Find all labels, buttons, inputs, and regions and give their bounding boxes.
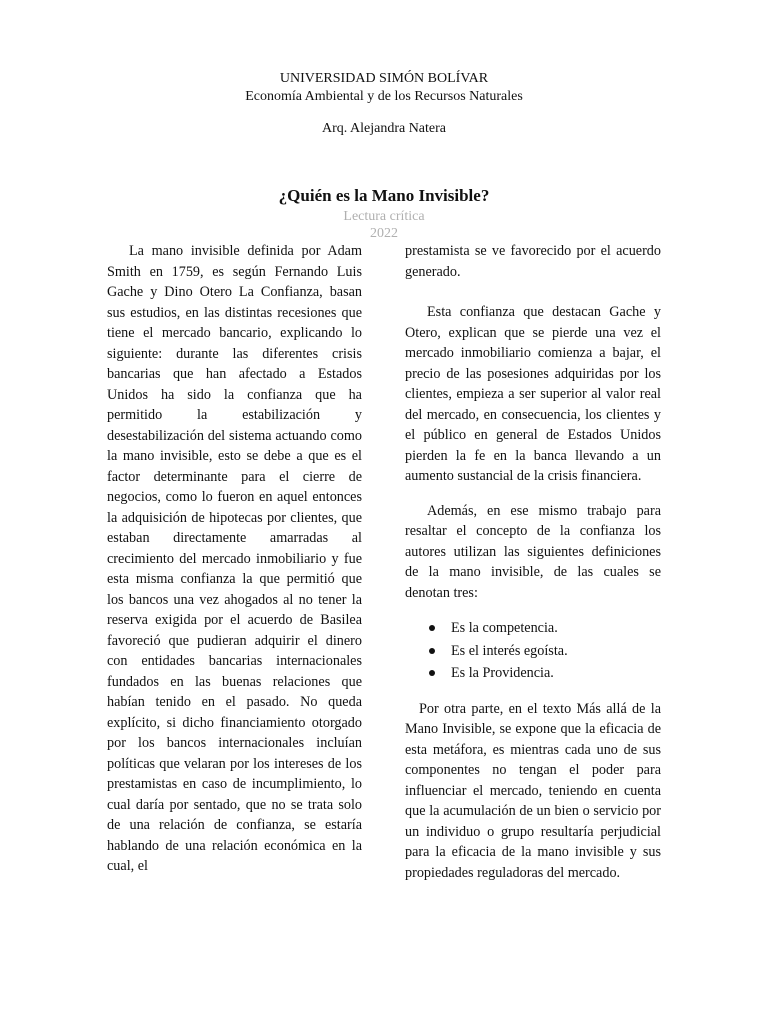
author-name: Arq. Alejandra Natera	[322, 121, 446, 136]
document-year: 2022	[370, 226, 398, 241]
body-paragraph: Esta confianza que destacan Gache y Otero, explican que se pierde una vez el mercado inmobiliario comienza a bajar, el precio de las posesiones adquiridas por los clientes, empieza a ser superior al valor real del mercado, en consecuencia, los clientes y el público en general de Estados Unidos pierden la fe en la banca llevando a un aumento sustancial de la crisis financiera.	[405, 304, 661, 484]
body-paragraph: Además, en ese mismo trabajo para resaltar el concepto de la confianza los autores utilizan las siguientes definiciones de la mano invisible, de las cuales se denotan tres:	[405, 502, 661, 601]
left-column	[107, 241, 362, 877]
document-title: ¿Quién es la Mano Invisible?	[278, 186, 490, 205]
course-name: Economía Ambiental y de los Recursos Naturales	[245, 89, 523, 104]
document-subtitle	[0, 208, 768, 242]
list-item: Es la competencia.	[405, 617, 661, 640]
list-item: Es la Providencia.	[405, 662, 661, 685]
university-name: UNIVERSIDAD SIMÓN BOLÍVAR	[279, 71, 489, 86]
definitions-list	[405, 617, 661, 685]
document-header	[0, 70, 768, 138]
body-paragraph-continuation: prestamista se ve favorecido por el acuerdo generado.	[405, 243, 661, 280]
body-paragraph: Por otra parte, en el texto Más allá de la Mano Invisible, se expone que la eficacia de esta metáfora, es mientras cada uno de sus componentes no tengan el poder para influenciar el mercado, teniendo en cuenta que la acumulación de un bien o servicio por un individuo o grupo resultaría perjudicial para la eficacia de la mano invisible y sus propiedades reguladoras del mercado.	[405, 700, 661, 881]
right-column	[405, 241, 661, 883]
list-item: Es el interés egoísta.	[405, 640, 661, 663]
body-paragraph: La mano invisible definida por Adam Smith en 1759, es según Fernando Luis Gache y Dino Otero La Confianza, basan sus estudios, en las distintas recesiones que tiene el mercado bancario, explicando lo siguiente: durante las diferentes crisis bancarias que han afectado a Estados Unidos ha sido la confianza que ha permitido la estabilización y desestabilización del sistema actuando como la mano invisible, esto se debe a que es el factor determinante para el cierre de negocios, como lo fueron en aquel entonces la adquisición de hipotecas por clientes, que estaban directamente amarradas al crecimiento del mercado inmobiliario y fue esta misma confianza la que permitió que los bancos una vez ahogados al no tener la reserva exigida por el acuerdo de Basilea favoreció que pudieran adquirir el dinero con entidades bancarias internacionales fundados en las buenas relaciones que habían tenido en el pasado. No queda explícito, si dicho financiamiento otorgado por los bancos internacionales incluían políticas que velaran por los intereses de los prestamistas en caso de incumplimiento, lo cual daría por sentado, que no se trata solo de una relación de confianza, se estaría hablando de una relación económica en la cual, el	[107, 243, 362, 874]
reading-type: Lectura crítica	[343, 209, 425, 224]
